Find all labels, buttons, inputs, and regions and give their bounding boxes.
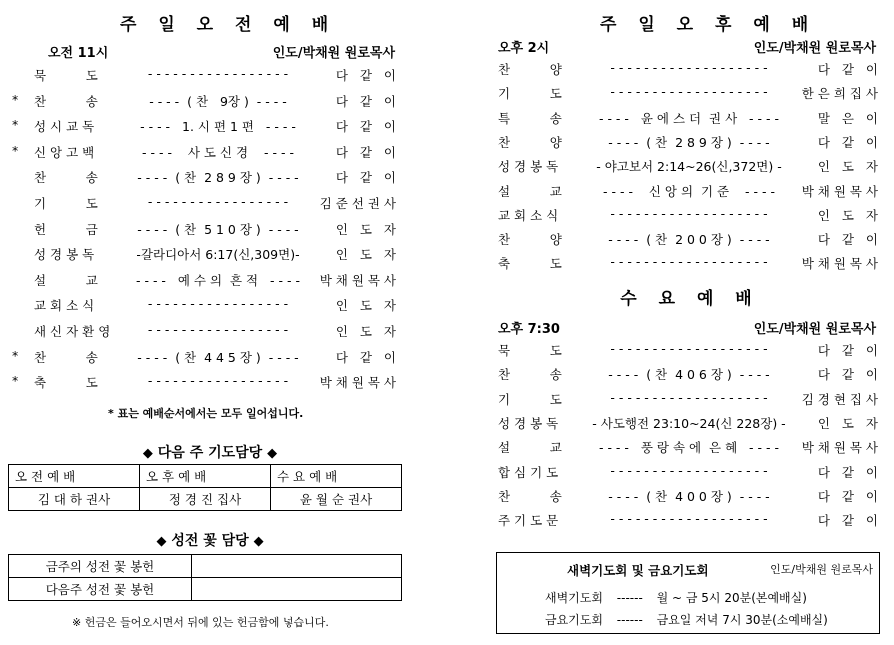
table-row [9, 488, 402, 511]
list-item [498, 60, 878, 80]
list-item [545, 589, 807, 606]
order-detail: - - - - ( 찬 2 0 0 장 ) - - - - [608, 232, 770, 248]
order-detail: - - - - - - - - - - - - - - - - - [147, 322, 289, 337]
order-person: 박 채 원 목 사 [801, 183, 878, 199]
wednesday-service-time: 오후 7:30 [498, 322, 560, 337]
morning-service-leader: 인도/박채원 원로목사 [272, 46, 395, 61]
order-label: 신 앙 고 백 [34, 144, 95, 160]
order-label: 교 회 소 식 [34, 298, 95, 314]
order-person: 다 같 이 [817, 232, 878, 248]
dawn-prayer-time: 월 ~ 금 5시 20분(본예배실) [656, 591, 807, 605]
standing-mark: * [12, 373, 19, 389]
list-item [12, 373, 396, 393]
order-person: 다 같 이 [335, 349, 396, 365]
list-item [498, 206, 878, 226]
list-item [12, 220, 396, 240]
order-label: 축 도 [34, 375, 98, 391]
order-detail: - - - - ( 찬 4 0 0 장 ) - - - - [608, 488, 770, 504]
order-person: 박 채 원 목 사 [319, 375, 396, 391]
order-detail: - - - - - - - - - - - - - - - - - [147, 194, 289, 209]
order-detail: - - - - ( 찬 2 8 9 장 ) - - - - [608, 134, 770, 150]
order-person: 말 은 이 [817, 110, 878, 126]
order-detail: - - - - - - - - - - - - - - - - - [147, 66, 289, 81]
order-label: 기 도 [34, 196, 98, 211]
order-person: 한 은 희 집 사 [801, 86, 878, 102]
order-detail: - - - - - - - - - - - - - - - - - - - [610, 389, 768, 405]
standing-mark: * [12, 347, 19, 363]
order-detail: - - - - ( 찬 4 4 5 장 ) - - - - [137, 349, 299, 365]
order-person: 다 같 이 [817, 513, 878, 529]
order-person: 다 같 이 [817, 367, 878, 383]
prayer-duty-header: 오 후 예 배 [140, 465, 271, 488]
list-item [498, 254, 878, 274]
afternoon-service-time: 오후 2시 [498, 41, 550, 56]
order-label: 찬 송 [34, 93, 98, 109]
order-label: 찬 송 [34, 170, 98, 186]
list-item [12, 66, 396, 86]
flower-duty-label: 금주의 성전 꽃 봉헌 [9, 555, 192, 578]
flower-duty-heading [120, 530, 300, 550]
order-person: 박 채 원 목 사 [801, 256, 878, 272]
dawn-prayer-dash: ------ [616, 591, 643, 605]
list-item [498, 511, 878, 531]
list-item [498, 487, 878, 507]
order-label: 기 도 [498, 391, 562, 407]
prayer-duty-value: 김 대 하 권사 [9, 488, 140, 511]
order-label: 축 도 [498, 256, 562, 272]
order-person: 인 도 자 [817, 207, 878, 223]
order-detail: - - - - - - - - - - - - - - - - - [147, 373, 289, 389]
list-item [498, 133, 878, 153]
diamond-icon: ◆ [156, 534, 167, 549]
list-item [12, 245, 396, 265]
prayer-duty-heading [120, 442, 300, 462]
wednesday-service-title: 수 요 예 배 [620, 289, 760, 309]
order-label: 특 송 [498, 110, 562, 126]
order-detail: - - - - - - - - - - - - - - - - - - - [610, 60, 768, 75]
order-detail: - - - - - - - - - - - - - - - - - - - [610, 462, 768, 478]
dawn-prayer-box [496, 552, 880, 634]
order-detail: - - - - - - - - - - - - - - - - - - - [610, 254, 768, 270]
standing-note: * 표는 예배순서에서는 모두 일어섭니다. [108, 407, 304, 420]
order-person: 다 같 이 [817, 464, 878, 480]
order-person: 다 같 이 [335, 119, 396, 135]
afternoon-service-leader: 인도/박채원 원로목사 [753, 41, 876, 56]
order-detail: - - - - 예 수 의 흔 적 - - - - [135, 272, 300, 288]
list-item [498, 390, 878, 410]
order-label: 성 경 봉 독 [34, 247, 95, 263]
list-item [12, 271, 396, 291]
order-detail: - - - - - - - - - - - - - - - - - - - [610, 341, 768, 356]
order-person: 인 도 자 [335, 221, 396, 237]
wednesday-service-leader: 인도/박채원 원로목사 [753, 322, 876, 337]
order-person: 인 도 자 [335, 298, 396, 314]
order-person: 다 같 이 [335, 144, 396, 160]
list-item [12, 143, 396, 163]
list-item [12, 92, 396, 112]
list-item [498, 365, 878, 385]
order-label: 헌 금 [34, 221, 98, 237]
list-item [498, 230, 878, 250]
order-person: 인 도 자 [335, 324, 396, 339]
order-detail: - - - - 윤 에 스 더 권 사 - - - - [598, 110, 780, 126]
order-label: 찬 양 [498, 232, 562, 248]
order-person: 박 채 원 목 사 [801, 440, 878, 456]
flower-duty-label: 다음주 성전 꽃 봉헌 [9, 578, 192, 601]
order-person: 다 같 이 [335, 68, 396, 83]
table-row [9, 555, 402, 578]
order-detail: - 사도행전 23:10~24(신 228장) - [592, 415, 786, 431]
prayer-duty-table [8, 464, 402, 511]
order-label: 찬 송 [34, 349, 98, 365]
order-detail: - - - - - - - - - - - - - - - - - - - [610, 511, 768, 527]
order-label: 합 심 기 도 [498, 464, 559, 480]
list-item [498, 157, 878, 177]
order-label: 성 경 봉 독 [498, 159, 559, 175]
order-label: 성 경 봉 독 [498, 415, 559, 431]
flower-duty-value [192, 578, 402, 601]
flower-duty-title: 성전 꽃 담당 [171, 533, 249, 549]
order-detail: -갈라디아서 6:17(신,309면)- [136, 247, 300, 263]
prayer-duty-header: 오 전 예 배 [9, 465, 140, 488]
table-row [9, 578, 402, 601]
order-label: 설 교 [498, 183, 562, 199]
friday-prayer-time: 금요일 저녁 7시 30분(소예배실) [656, 613, 828, 627]
list-item [12, 194, 396, 214]
list-item [12, 168, 396, 188]
offering-note: ※ 헌금은 들어오시면서 뒤에 있는 헌금함에 넣습니다. [72, 616, 329, 629]
order-label: 찬 양 [498, 62, 562, 77]
friday-prayer-dash: ------ [616, 613, 643, 627]
order-label: 주 기 도 문 [498, 513, 559, 529]
prayer-duty-title: 다음 주 기도담당 [157, 445, 263, 461]
flower-duty-table [8, 554, 402, 601]
diamond-icon: ◆ [267, 446, 278, 461]
diamond-icon: ◆ [253, 534, 264, 549]
order-person: 다 같 이 [817, 488, 878, 504]
list-item [12, 117, 396, 137]
order-label: 기 도 [498, 86, 562, 102]
order-person: 다 같 이 [335, 170, 396, 186]
order-detail: - - - - 1. 시 편 1 편 - - - - [140, 119, 296, 135]
order-person: 김 준 선 권 사 [319, 196, 396, 211]
morning-service-time: 오전 11시 [48, 46, 109, 61]
order-detail: - - - - - - - - - - - - - - - - - - - [610, 84, 768, 100]
order-label: 설 교 [34, 272, 98, 288]
order-detail: - - - - ( 찬 4 0 6 장 ) - - - - [608, 367, 770, 383]
standing-mark: * [12, 91, 19, 107]
order-label: 새 신 자 환 영 [34, 324, 111, 339]
order-person: 다 같 이 [817, 134, 878, 150]
order-label: 묵 도 [498, 343, 562, 358]
afternoon-service-title: 주 일 오 후 예 배 [600, 15, 817, 35]
dawn-prayer-title: 새벽기도회 및 금요기도회 [567, 563, 709, 578]
list-item [498, 463, 878, 483]
order-person: 인 도 자 [335, 247, 396, 263]
order-label: 설 교 [498, 440, 562, 456]
list-item [545, 611, 828, 628]
list-item [498, 109, 878, 129]
prayer-duty-value: 정 경 진 집사 [140, 488, 271, 511]
list-item [12, 296, 396, 316]
standing-mark: * [12, 142, 19, 158]
list-item [498, 84, 878, 104]
standing-mark: * [12, 117, 19, 133]
prayer-duty-header: 수 요 예 배 [271, 465, 402, 488]
order-label: 교 회 소 식 [498, 207, 559, 223]
order-person: 박 채 원 목 사 [319, 272, 396, 288]
order-label: 묵 도 [34, 68, 98, 83]
morning-service-title: 주 일 오 전 예 배 [120, 15, 337, 35]
order-label: 찬 양 [498, 134, 562, 150]
order-detail: - - - - 신 앙 의 기 준 - - - - [603, 183, 775, 199]
list-item [12, 322, 396, 342]
order-label: 찬 송 [498, 367, 562, 383]
order-label: 성 시 교 독 [34, 119, 95, 135]
list-item [498, 182, 878, 202]
order-person: 인 도 자 [817, 415, 878, 431]
dawn-prayer-label: 새벽기도회 [545, 591, 603, 605]
flower-duty-value [192, 555, 402, 578]
list-item [498, 438, 878, 458]
list-item [12, 348, 396, 368]
diamond-icon: ◆ [142, 446, 153, 461]
order-person: 다 같 이 [817, 343, 878, 358]
order-detail: - - - - 풍 랑 속 에 은 혜 - - - - [598, 440, 780, 456]
order-detail: - - - - ( 찬 9장 ) - - - - [149, 93, 287, 109]
order-person: 김 경 현 집 사 [801, 391, 878, 407]
order-detail: - - - - - - - - - - - - - - - - - - - [610, 205, 768, 221]
order-detail: - - - - - - - - - - - - - - - - - [147, 296, 289, 312]
order-detail: - - - - 사 도 신 경 - - - - [142, 144, 294, 160]
dawn-prayer-leader: 인도/박채원 원로목사 [770, 563, 873, 576]
order-label: 찬 송 [498, 488, 562, 504]
prayer-duty-value: 윤 월 순 권사 [271, 488, 402, 511]
order-person: 다 같 이 [817, 62, 878, 77]
order-detail: - 야고보서 2:14~26(신,372면) - [596, 159, 782, 175]
order-detail: - - - - ( 찬 5 1 0 장 ) - - - - [137, 221, 299, 237]
table-row [9, 465, 402, 488]
order-person: 다 같 이 [335, 93, 396, 109]
list-item [498, 341, 878, 361]
friday-prayer-label: 금요기도회 [545, 613, 603, 627]
list-item [498, 414, 878, 434]
order-person: 인 도 자 [817, 159, 878, 175]
order-detail: - - - - ( 찬 2 8 9 장 ) - - - - [137, 170, 299, 186]
